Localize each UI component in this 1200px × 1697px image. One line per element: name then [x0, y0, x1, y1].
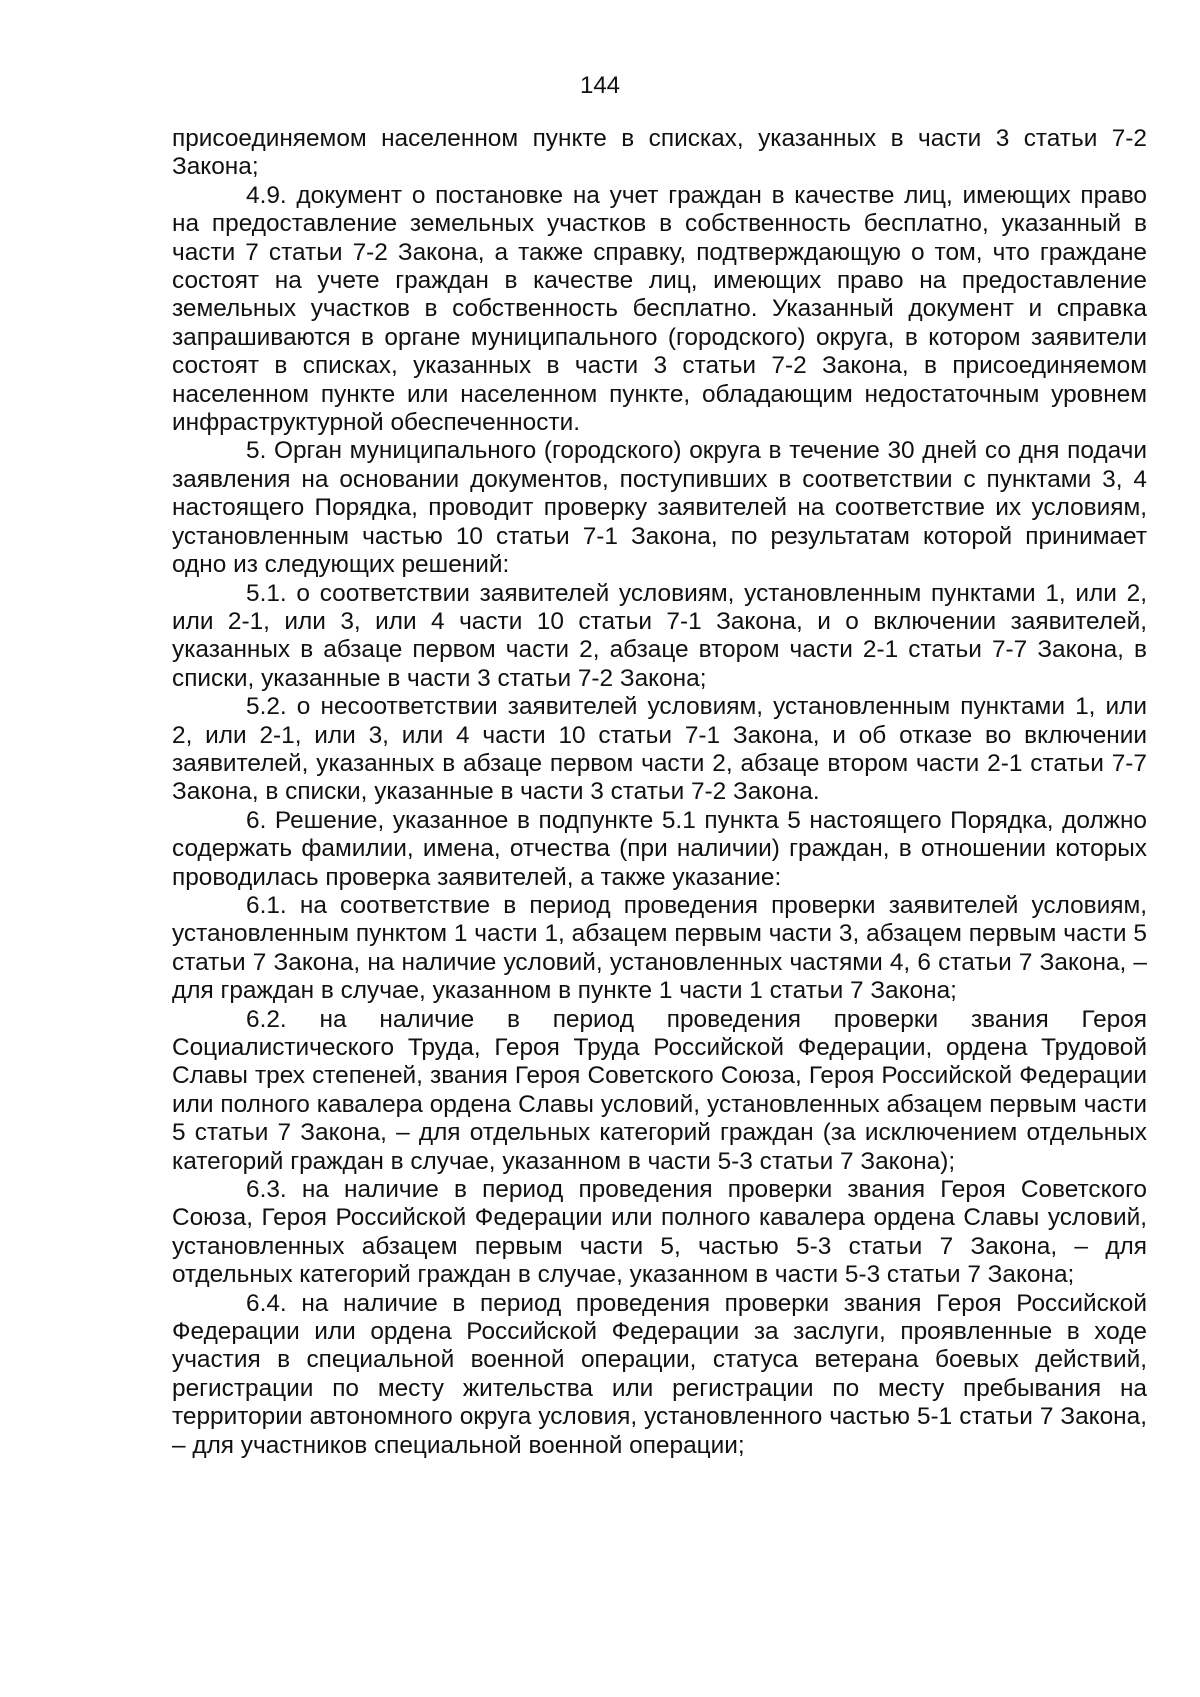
paragraph-5: 5. Орган муниципального (городского) округа в течение 30 дней со дня подачи заявления на основании документов, поступивших в соответствии с пунктами 3, 4 настоящего Порядка, проводит проверку заявителей на соответствие их условиям, установленным частью 10 статьи 7-1 Закона, по результатам которой принимает одно из следующих решений: — [172, 437, 1147, 579]
paragraph-5-1: 5.1. о соответствии заявителей условиям, установленным пунктами 1, или 2, или 2-1, или 3, или 4 части 10 статьи 7-1 Закона, и о включении заявителей, указанных в абзаце первом части 2, абзаце втором части 2-1 статьи 7-7 Закона, в списки, указанные в части 3 статьи 7-2 Закона; — [172, 579, 1147, 692]
paragraph-5-2: 5.2. о несоответствии заявителей условиям, установленным пунктами 1, или 2, или 2-1, или 3, или 4 части 10 статьи 7-1 Закона, и об отказе во включении заявителей, указанных в абзаце первом части 2, абзаце втором части 2-1 статьи 7-7 Закона, в списки, указанные в части 3 статьи 7-2 Закона. — [172, 693, 1147, 806]
paragraph-6: 6. Решение, указанное в подпункте 5.1 пункта 5 настоящего Порядка, должно содержать фамилии, имена, отчества (при наличии) граждан, в отношении которых проводилась проверка заявителей, а также указание: — [172, 806, 1147, 891]
paragraph-6-1: 6.1. на соответствие в период проведения проверки заявителей условиям, установленным пунктом 1 части 1, абзацем первым части 3, абзацем первым части 5 статьи 7 Закона, на наличие условий, установленных частями 4, 6 статьи 7 Закона, – для граждан в случае, указанном в пункте 1 части 1 статьи 7 Закона; — [172, 891, 1147, 1005]
page-number: 144 — [579, 72, 621, 99]
paragraph-6-2: 6.2. на наличие в период проведения проверки звания Героя Социалистического Труда, Героя Труда Российской Федерации, ордена Трудовой Славы трех степеней, звания Героя Советского Союза, Героя Российской Федерации или полного кавалера ордена Славы условий, установленных абзацем первым части 5 статьи 7 Закона, – для отдельных категорий граждан (за исключением отдельных категорий граждан в случае, указанном в части 5-3 статьи 7 Закона); — [172, 1005, 1147, 1175]
paragraph-6-4: 6.4. на наличие в период проведения проверки звания Героя Российской Федерации или ордена Российской Федерации за заслуги, проявленные в ходе участия в специальной военной операции, статуса ветерана боевых действий, регистрации по месту жительства или регистрации по месту пребывания на территории автономного округа условия, установленного частью 5-1 статьи 7 Закона, – для участников специальной военной операции; — [172, 1289, 1147, 1459]
paragraph-6-3: 6.3. на наличие в период проведения проверки звания Героя Советского Союза, Героя Российской Федерации или полного кавалера ордена Славы условий, установленных абзацем первым части 5, частью 5-3 статьи 7 Закона, – для отдельных категорий граждан в случае, указанном в части 5-3 статьи 7 Закона; — [172, 1176, 1147, 1289]
document-body — [172, 125, 1147, 1460]
paragraph-continuation: присоединяемом населенном пункте в списках, указанных в части 3 статьи 7-2 Закона; — [172, 125, 1147, 181]
paragraph-4-9: 4.9. документ о постановке на учет граждан в качестве лиц, имеющих право на предоставление земельных участков в собственность бесплатно, указанный в части 7 статьи 7-2 Закона, а также справку, подтверждающую о том, что граждане состоят на учете граждан в качестве лиц, имеющих право на предоставление земельных участков в собственность бесплатно. Указанный документ и справка запрашиваются в органе муниципального (городского) округа, в котором заявители состоят в списках, указанных в части 3 статьи 7-2 Закона, в присоединяемом населенном пункте или населенном пункте, обладающим недостаточным уровнем инфраструктурной обеспеченности. — [172, 181, 1147, 437]
